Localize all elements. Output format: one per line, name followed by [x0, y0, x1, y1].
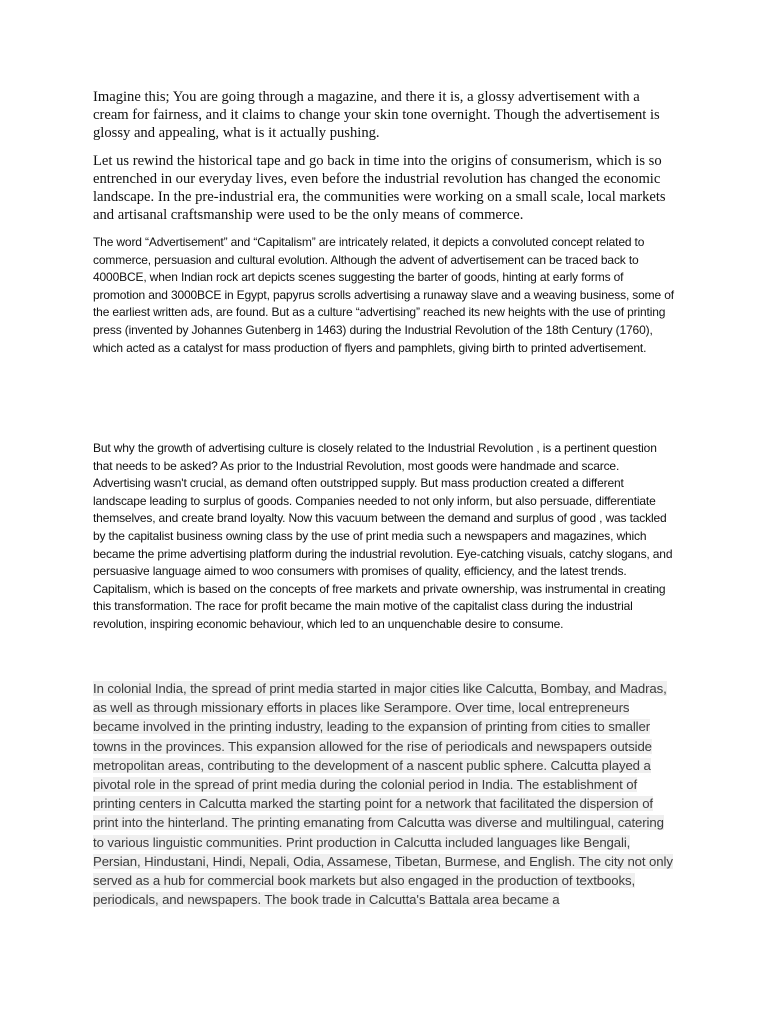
paragraph-advertisement-capitalism: The word “Advertisement” and “Capitalism” are intricately related, it depicts a convoluted concept related to commerce, persuasion and cultural evolution. Although the advent of advertisement can be traced back to 4000BCE, when Indian rock art depicts scenes suggesting the barter of goods, hinting at early forms of promotion and 3000BCE in Egypt, papyrus scrolls advertising a runaway slave and a weaving business, some of the earliest written ads, are found. But as a culture “advertising” reached its new heights with the use of printing press (invented by Johannes Gutenberg in 1463) during the Industrial Revolution of the 18th Century (1760), which acted as a catalyst for mass production of flyers and pamphlets, giving birth to printed advertisement. — [93, 235, 674, 355]
paragraph-origins-consumerism: Let us rewind the historical tape and go back in time into the origins of consumerism, which is so entrenched in our everyday lives, even before the industrial revolution has changed the economic landscape. In the pre-industrial era, the communities were working on a small scale, local markets and artisanal craftsmanship were used to be the only means of commerce. — [93, 153, 666, 223]
paragraph-colonial-india — [93, 679, 675, 909]
paragraph-intro: Imagine this; You are going through a magazine, and there it is, a glossy advertisement with a cream for fairness, and it claims to change your skin tone overnight. Though the advertisement is glossy and appealing, what is it actually pushing. — [93, 89, 660, 141]
paragraph-industrial-revolution: But why the growth of advertising culture is closely related to the Industrial Revolution , is a pertinent question that needs to be asked? As prior to the Industrial Revolution, most goods were handmade and scarce. Advertising wasn't crucial, as demand often outstripped supply. But mass production created a different landscape leading to surplus of goods. Companies needed to not only inform, but also persuade, differentiate themselves, and create brand loyalty. Now this vacuum between the demand and surplus of good , was tackled by the capitalist business owning class by the use of print media such a newspapers and magazines, which became the prime advertising platform during the industrial revolution. Eye-catching visuals, catchy slogans, and persuasive language aimed to woo consumers with promises of quality, efficiency, and the latest trends. Capitalism, which is based on the concepts of free markets and private ownership, was instrumental in creating this transformation. The race for profit became the main motive of the capitalist class during the industrial revolution, inspiring economic behaviour, which led to an unquenchable desire to consume. — [93, 441, 673, 631]
highlighted-text: In colonial India, the spread of print media started in major cities like Calcutta, Bombay, and Madras, as well as through missionary efforts in places like Serampore. Over time, local entrepreneurs became involved in the printing industry, leading to the expansion of printing from cities to smaller towns in the provinces. This expansion allowed for the rise of periodicals and newspapers outside metropolitan areas, contributing to the development of a nascent public sphere. Calcutta played a pivotal role in the spread of print media during the colonial period in India. The establishment of printing centers in Calcutta marked the starting point for a network that facilitated the dispersion of print into the hinterland. The printing emanating from Calcutta was diverse and multilingual, catering to various linguistic communities. Print production in Calcutta included languages like Bengali, Persian, Hindustani, Hindi, Nepali, Odia, Assamese, Tibetan, Burmese, and English. The city not only served as a hub for commercial book markets but also engaged in the production of textbooks, periodicals, and newspapers. The book trade in Calcutta's Battala area became a — [93, 681, 673, 908]
